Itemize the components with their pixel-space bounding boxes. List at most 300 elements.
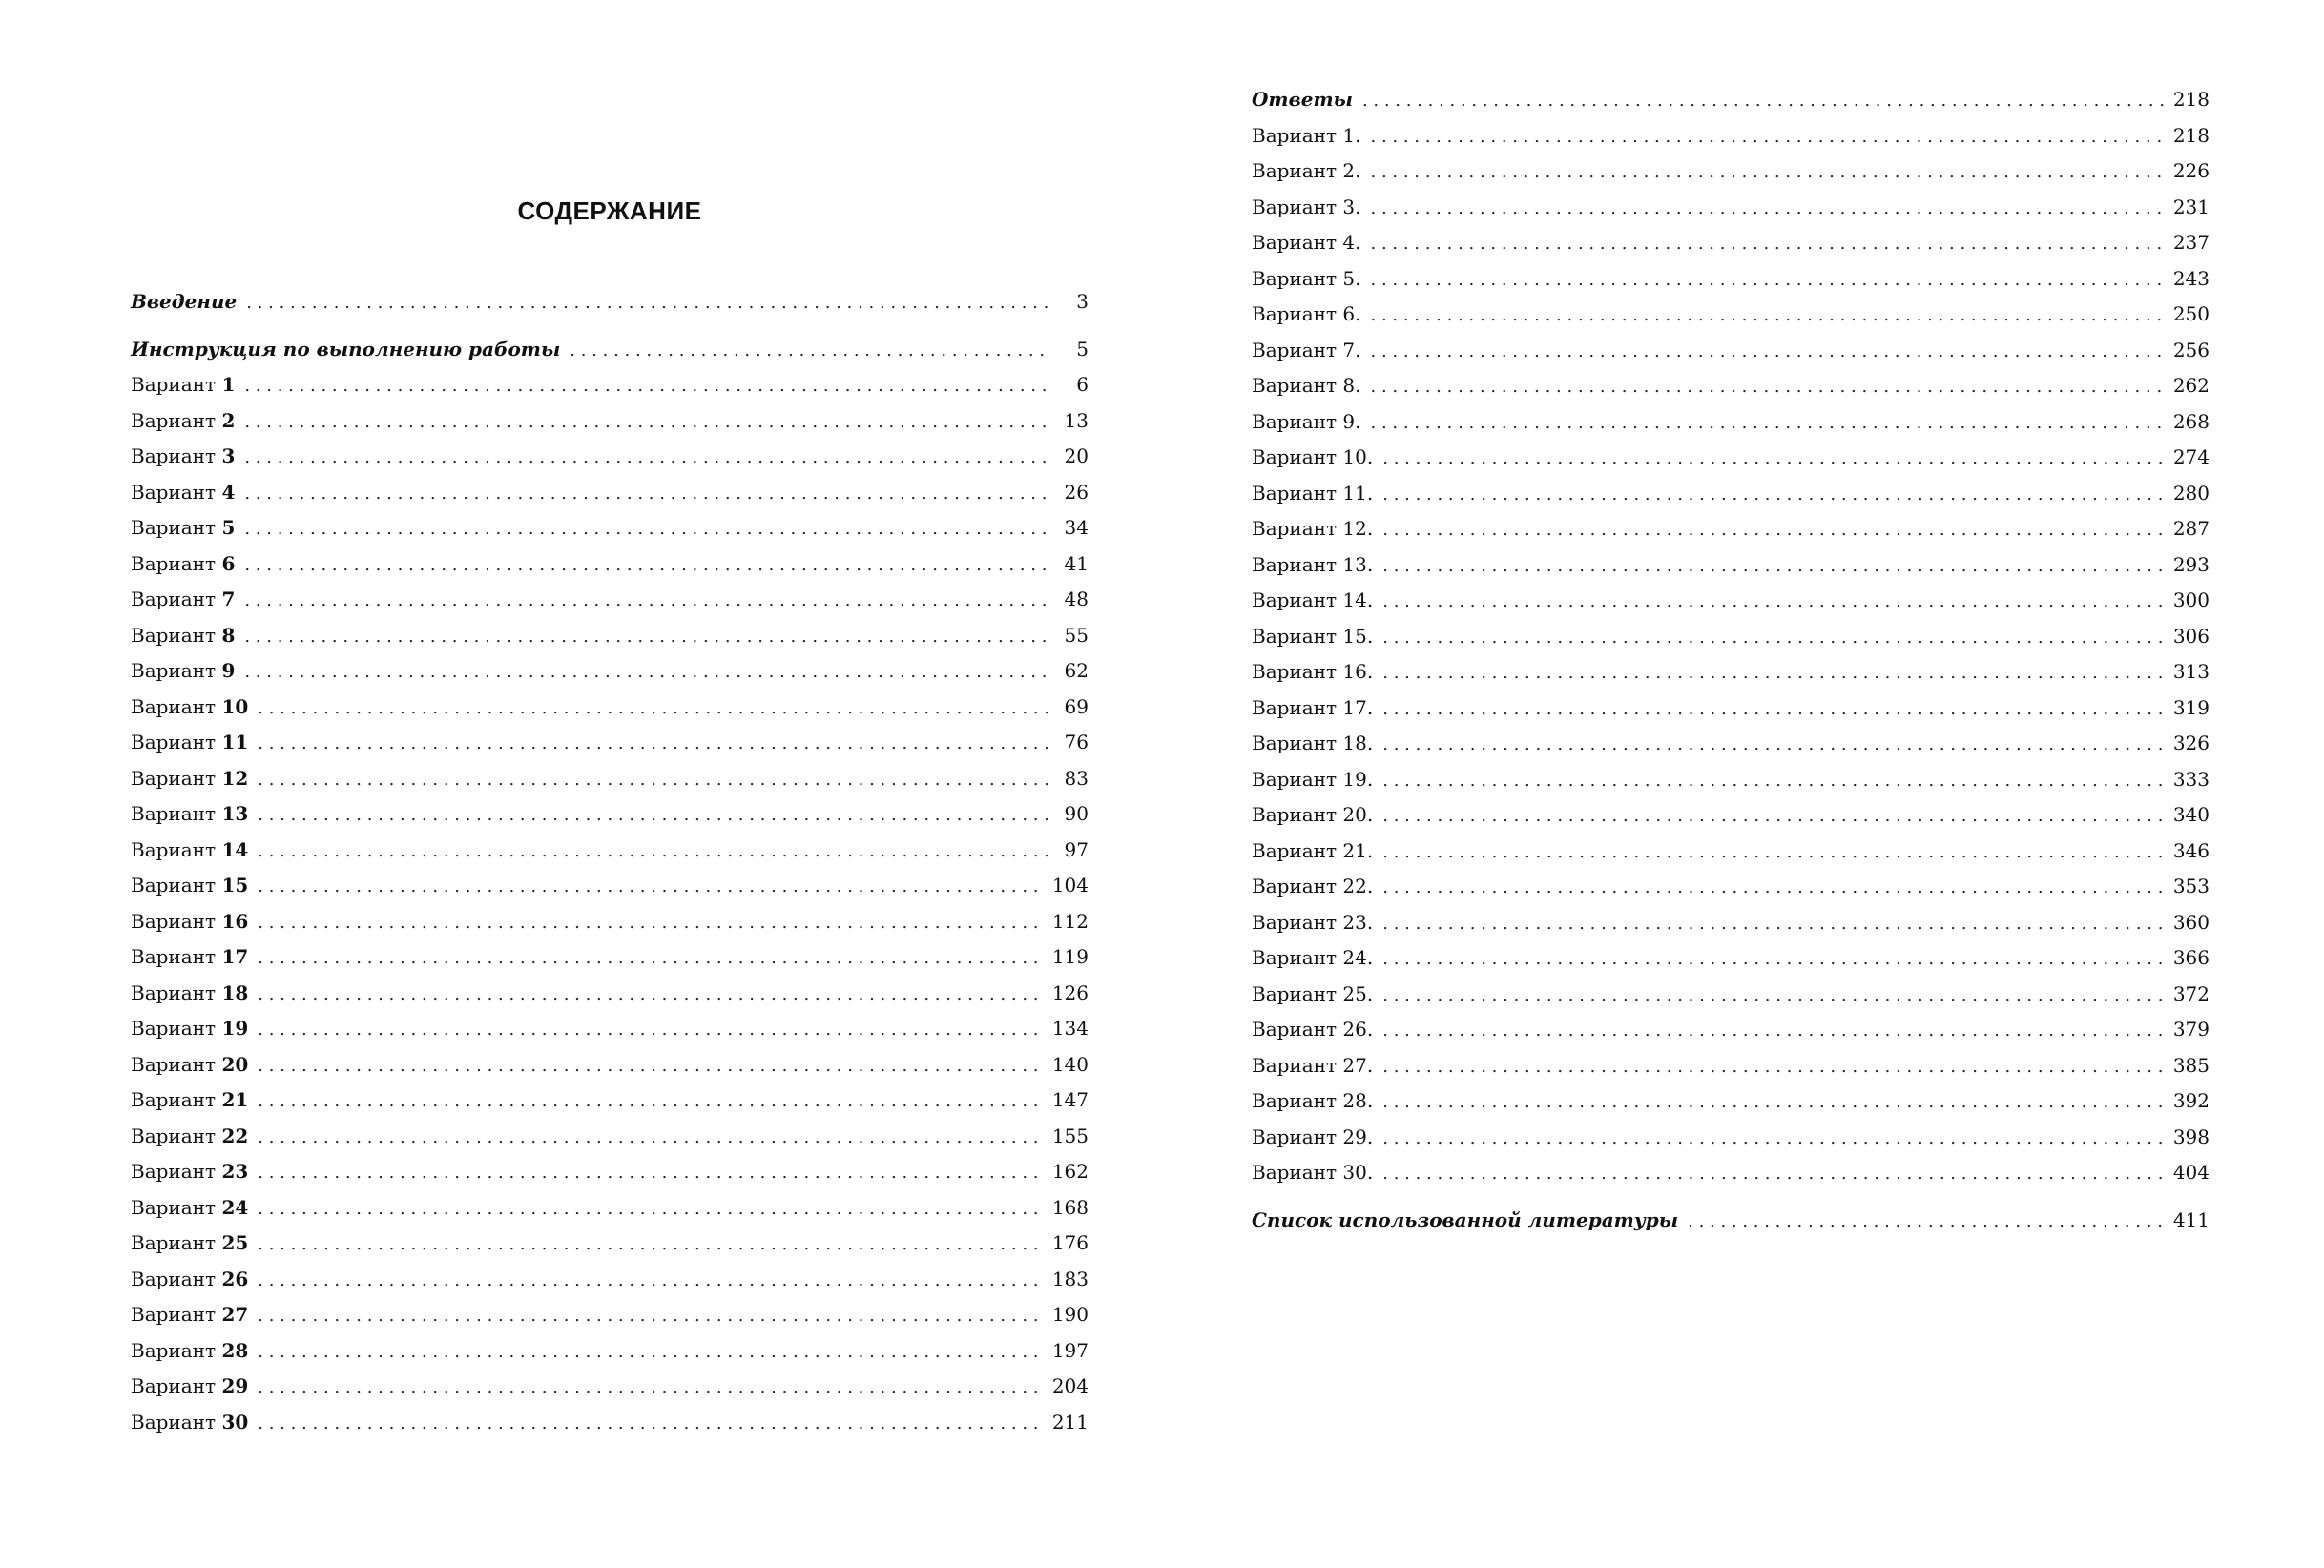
toc-entry-text: Вариант 15. xyxy=(1252,624,1374,648)
toc-entry-number: 25 xyxy=(221,1231,249,1254)
dot-leader xyxy=(1382,512,2164,548)
toc-entry-number: 27 xyxy=(221,1303,249,1326)
toc-entry-number: 24 xyxy=(221,1195,249,1219)
dot-leader xyxy=(1371,226,2164,262)
toc-entry-text: Вариант xyxy=(131,408,217,432)
toc-entry xyxy=(131,1154,1089,1190)
dot-leader xyxy=(258,1048,1043,1084)
toc-entry xyxy=(1252,404,2210,441)
toc-entry-label xyxy=(1252,547,1373,584)
toc-entry-text: Вариант xyxy=(131,802,217,825)
toc-entry xyxy=(131,725,1089,761)
toc-entry-label xyxy=(1252,1083,1373,1120)
toc-entry-number: 3 xyxy=(221,444,236,467)
toc-entry-text: Вариант 2. xyxy=(1252,159,1361,182)
toc-entry-number: 1 xyxy=(221,373,236,396)
toc-page-number: 379 xyxy=(2172,1018,2210,1041)
toc-entry-text: Вариант xyxy=(131,731,217,753)
toc-entry-number: 7 xyxy=(221,588,236,610)
toc-entry-text: Вариант xyxy=(131,551,217,575)
toc-entry xyxy=(131,439,1089,475)
toc-entry-label xyxy=(1252,511,1373,547)
dot-leader xyxy=(258,1334,1043,1371)
toc-entry xyxy=(131,1226,1089,1262)
dot-leader xyxy=(1382,655,2164,691)
toc-page-number: 313 xyxy=(2172,660,2210,683)
toc-entry-label xyxy=(131,367,235,403)
toc-entry-text: Вариант 8. xyxy=(1252,374,1361,397)
toc-page-number: 346 xyxy=(2172,838,2210,862)
toc-page-number: 366 xyxy=(2172,946,2210,969)
toc-entry-label xyxy=(1252,297,1361,333)
toc-entry xyxy=(131,1119,1089,1155)
toc-entry-text: Вариант 5. xyxy=(1252,266,1361,290)
toc-entry xyxy=(1252,1048,2210,1084)
toc-page-number: 126 xyxy=(1051,980,1089,1004)
dot-leader xyxy=(258,1191,1043,1228)
toc-entry-label xyxy=(1252,154,1361,190)
toc-entry-number: 20 xyxy=(221,1052,249,1076)
toc-entry-label xyxy=(1252,691,1373,727)
toc-entry xyxy=(1252,368,2210,404)
toc-page-number: 41 xyxy=(1064,551,1089,575)
toc-entry-label xyxy=(131,1119,248,1155)
toc-entry-label xyxy=(131,796,248,833)
toc-entry xyxy=(1252,82,2210,118)
page-title: СОДЕРЖАНИЕ xyxy=(517,196,702,225)
toc-page-number: 55 xyxy=(1064,623,1089,647)
dot-leader xyxy=(1382,763,2164,799)
toc-page-number: 319 xyxy=(2172,695,2210,719)
toc-entry xyxy=(1252,834,2210,870)
toc-entry-text: Вариант 13. xyxy=(1252,552,1374,576)
toc-entry xyxy=(1252,154,2210,190)
toc-entry xyxy=(131,1297,1089,1333)
toc-entry xyxy=(131,868,1089,904)
toc-list-right xyxy=(1252,82,2210,1238)
toc-page-number: 237 xyxy=(2172,231,2210,254)
dot-leader xyxy=(258,940,1043,977)
dot-leader xyxy=(258,1012,1043,1048)
dot-leader xyxy=(258,1263,1043,1299)
toc-entry xyxy=(1252,940,2210,977)
toc-entry-number: 26 xyxy=(221,1267,249,1290)
toc-page-number: 34 xyxy=(1064,516,1089,539)
toc-entry-text: Вариант 1. xyxy=(1252,123,1361,147)
toc-page-number: 183 xyxy=(1051,1267,1089,1290)
toc-page-number: 5 xyxy=(1076,337,1089,361)
toc-page-number: 353 xyxy=(2172,875,2210,897)
toc-entry xyxy=(1252,118,2210,155)
toc-entry-text: Вариант 6. xyxy=(1252,302,1361,325)
toc-page-number: 300 xyxy=(2172,588,2210,611)
dot-leader xyxy=(1371,155,2164,191)
toc-entry-text: Вариант xyxy=(131,766,217,790)
dot-leader xyxy=(244,368,1050,404)
toc-entry xyxy=(131,1405,1089,1441)
toc-entry-text: Вариант xyxy=(131,444,217,467)
toc-entry xyxy=(1252,261,2210,298)
toc-entry xyxy=(1252,654,2210,691)
dot-leader xyxy=(1382,906,2164,942)
toc-entry xyxy=(1252,476,2210,512)
toc-entry-label xyxy=(1252,619,1373,655)
toc-entry-label xyxy=(1252,476,1373,512)
toc-entry-label xyxy=(131,833,248,869)
dot-leader xyxy=(244,440,1050,476)
toc-entry xyxy=(131,1190,1089,1227)
toc-page-number: 76 xyxy=(1064,731,1089,753)
toc-entry-text: Вариант xyxy=(131,659,217,682)
toc-page-number: 90 xyxy=(1064,802,1089,825)
toc-entry-label xyxy=(131,510,235,547)
toc-entry xyxy=(1252,297,2210,333)
toc-entry xyxy=(1252,691,2210,727)
toc-entry xyxy=(1252,1083,2210,1120)
toc-page-number: 218 xyxy=(2172,88,2210,111)
toc-entry xyxy=(131,1369,1089,1405)
toc-entry xyxy=(1252,190,2210,226)
toc-page-number: 197 xyxy=(1051,1338,1089,1362)
dot-leader xyxy=(570,333,1050,369)
toc-entry-label xyxy=(1252,190,1361,226)
toc-entry xyxy=(131,403,1089,440)
dot-leader xyxy=(1382,1084,2164,1121)
dot-leader xyxy=(1371,119,2164,155)
toc-entry xyxy=(131,510,1089,547)
toc-page-number: 385 xyxy=(2172,1053,2210,1077)
dot-leader xyxy=(1382,1013,2164,1049)
dot-leader xyxy=(1382,620,2164,656)
toc-page-number: 140 xyxy=(1051,1052,1089,1076)
toc-entry-label xyxy=(131,1297,248,1333)
toc-entry-text: Вариант xyxy=(131,1124,217,1147)
toc-entry-number: 23 xyxy=(221,1160,249,1183)
toc-entry-number: 29 xyxy=(221,1374,249,1397)
toc-entry-label xyxy=(131,725,248,761)
toc-entry xyxy=(131,582,1089,618)
toc-entry xyxy=(131,690,1089,726)
toc-entry xyxy=(131,796,1089,833)
toc-entry-text: Вариант 16. xyxy=(1252,660,1374,683)
toc-page-number: 340 xyxy=(2172,803,2210,826)
toc-entry xyxy=(1252,1012,2210,1048)
toc-entry-text: Вариант 27. xyxy=(1252,1053,1374,1077)
toc-entry xyxy=(1252,797,2210,834)
toc-entry-text: Вариант 28. xyxy=(1252,1089,1374,1112)
toc-page-number: 274 xyxy=(2172,445,2210,468)
dot-leader xyxy=(244,547,1050,584)
toc-entry-label xyxy=(1252,940,1373,977)
toc-entry xyxy=(131,1262,1089,1298)
dot-leader xyxy=(258,1155,1043,1191)
toc-entry-text: Вариант 20. xyxy=(1252,803,1374,826)
toc-entry-text: Вариант xyxy=(131,1160,217,1183)
toc-entry-label xyxy=(1252,1203,1678,1239)
toc-entry-label xyxy=(131,1083,248,1119)
toc-entry-label xyxy=(131,939,248,976)
toc-entry xyxy=(131,833,1089,869)
dot-leader xyxy=(1382,691,2164,728)
toc-entry-text: Вариант 26. xyxy=(1252,1018,1374,1041)
toc-page-number: 280 xyxy=(2172,481,2210,505)
dot-leader xyxy=(258,1227,1043,1263)
dot-leader xyxy=(244,511,1050,547)
toc-entry-text: Вариант 7. xyxy=(1252,338,1361,361)
toc-page-number: 3 xyxy=(1076,290,1089,313)
toc-entry-text: Ответы xyxy=(1252,88,1353,111)
toc-entry-text: Вариант xyxy=(131,909,217,933)
toc-entry-label xyxy=(1252,1048,1373,1084)
toc-entry-text: Список использованной литературы xyxy=(1252,1207,1679,1231)
toc-entry-number: 11 xyxy=(221,731,249,753)
toc-entry-text: Вариант xyxy=(131,837,217,861)
toc-entry xyxy=(131,1011,1089,1047)
dot-leader xyxy=(1382,1156,2164,1192)
toc-page-number: 168 xyxy=(1051,1195,1089,1219)
toc-entry-text: Вариант 4. xyxy=(1252,231,1361,254)
toc-entry-number: 8 xyxy=(221,623,236,647)
dot-leader xyxy=(1382,1121,2164,1157)
toc-entry-label xyxy=(131,582,235,618)
toc-page-number: 112 xyxy=(1051,909,1089,933)
toc-entry-number: 19 xyxy=(221,1017,249,1040)
toc-entry-label xyxy=(131,547,235,583)
toc-entry xyxy=(1252,1203,2210,1239)
dot-leader xyxy=(1382,584,2164,620)
toc-entry-number: 28 xyxy=(221,1338,249,1362)
toc-entry-label xyxy=(131,1405,248,1441)
toc-entry xyxy=(131,367,1089,403)
toc-entry-number: 12 xyxy=(221,766,249,790)
toc-entry xyxy=(131,332,1089,368)
dot-leader xyxy=(1688,1204,2164,1240)
toc-entry-label xyxy=(1252,1120,1373,1156)
toc-page-number: 69 xyxy=(1064,694,1089,718)
dot-leader xyxy=(258,762,1050,798)
dot-leader xyxy=(1382,727,2164,763)
toc-entry xyxy=(1252,225,2210,261)
toc-page-number: 243 xyxy=(2172,266,2210,290)
toc-entry-label xyxy=(1252,583,1373,619)
toc-entry-label xyxy=(131,690,248,726)
toc-entry-label xyxy=(1252,261,1361,298)
dot-leader xyxy=(258,1298,1043,1334)
dot-leader xyxy=(1371,369,2164,405)
toc-entry-text: Вариант 25. xyxy=(1252,981,1374,1005)
dot-leader xyxy=(1371,334,2164,370)
dot-leader xyxy=(1371,191,2164,227)
toc-page-number: 218 xyxy=(2172,123,2210,147)
toc-entry-number: 10 xyxy=(221,694,249,718)
toc-entry-text: Вариант 17. xyxy=(1252,695,1374,719)
dot-leader xyxy=(258,1120,1043,1156)
toc-entry xyxy=(1252,333,2210,369)
toc-entry xyxy=(1252,440,2210,476)
dot-leader xyxy=(258,1083,1043,1120)
toc-entry xyxy=(131,976,1089,1012)
toc-entry-label xyxy=(131,475,235,511)
toc-entry-label xyxy=(1252,1012,1373,1048)
toc-page-number: 162 xyxy=(1051,1160,1089,1183)
toc-entry-label xyxy=(1252,1155,1373,1191)
toc-entry-label xyxy=(1252,440,1373,476)
toc-entry-text: Вариант xyxy=(131,1267,217,1290)
toc-page-number: 134 xyxy=(1051,1017,1089,1040)
toc-entry-text: Вариант xyxy=(131,1088,217,1111)
toc-page-number: 226 xyxy=(2172,159,2210,182)
toc-entry xyxy=(131,1047,1089,1083)
toc-page-number: 372 xyxy=(2172,981,2210,1005)
toc-entry-label xyxy=(1252,333,1361,369)
dot-leader xyxy=(244,583,1050,619)
toc-entry xyxy=(1252,547,2210,584)
dot-leader xyxy=(258,869,1043,905)
toc-entry-text: Вариант xyxy=(131,623,217,647)
toc-entry-text: Вариант xyxy=(131,1374,217,1397)
toc-entry xyxy=(131,1333,1089,1370)
toc-entry-label xyxy=(131,904,248,940)
toc-page-number: 97 xyxy=(1064,837,1089,861)
toc-entry-label xyxy=(131,332,560,368)
toc-entry-text: Вариант xyxy=(131,1052,217,1076)
toc-entry-text: Вариант 21. xyxy=(1252,838,1374,862)
toc-entry-label xyxy=(1252,797,1373,834)
toc-page-number: 204 xyxy=(1051,1374,1089,1397)
toc-page-number: 287 xyxy=(2172,517,2210,540)
toc-entry-label xyxy=(1252,368,1361,404)
toc-entry-text: Вариант xyxy=(131,373,217,396)
toc-page-number: 306 xyxy=(2172,624,2210,648)
toc-entry-number: 17 xyxy=(221,945,249,968)
toc-page-number: 262 xyxy=(2172,374,2210,397)
toc-entry-label xyxy=(131,284,237,320)
toc-entry-label xyxy=(1252,977,1373,1013)
dot-leader xyxy=(258,726,1050,762)
toc-entry-label xyxy=(131,439,235,475)
toc-list-left xyxy=(131,284,1089,1440)
toc-entry-text: Вариант xyxy=(131,1410,217,1434)
toc-page-number: 326 xyxy=(2172,732,2210,754)
toc-entry xyxy=(131,284,1089,320)
dot-leader xyxy=(258,834,1050,870)
toc-entry-text: Вариант xyxy=(131,874,217,897)
toc-entry-text: Вариант xyxy=(131,1303,217,1326)
toc-entry-label xyxy=(131,868,248,904)
toc-entry-label xyxy=(131,1011,248,1047)
toc-entry xyxy=(1252,619,2210,655)
toc-page-number: 155 xyxy=(1051,1124,1089,1147)
toc-entry xyxy=(1252,511,2210,547)
toc-entry-number: 15 xyxy=(221,874,249,897)
toc-page-number: 256 xyxy=(2172,338,2210,361)
dot-leader xyxy=(1371,262,2164,299)
toc-entry-label xyxy=(131,1333,248,1370)
toc-page-number: 398 xyxy=(2172,1124,2210,1148)
toc-entry-number: 14 xyxy=(221,837,249,861)
toc-entry-label xyxy=(131,618,235,654)
dot-leader xyxy=(1371,405,2164,442)
toc-entry-number: 30 xyxy=(221,1410,249,1434)
toc-entry xyxy=(1252,762,2210,798)
dot-leader xyxy=(1382,870,2164,906)
toc-entry xyxy=(1252,905,2210,941)
toc-entry-label xyxy=(131,1190,248,1227)
toc-entry-text: Вариант xyxy=(131,945,217,968)
toc-entry-number: 6 xyxy=(221,551,236,575)
toc-entry-text: Вариант 12. xyxy=(1252,517,1374,540)
dot-leader xyxy=(258,691,1050,727)
dot-leader xyxy=(258,1406,1043,1442)
toc-entry-number: 22 xyxy=(221,1124,249,1147)
toc-entry-text: Вариант 23. xyxy=(1252,910,1374,934)
toc-entry-text: Вариант xyxy=(131,480,217,504)
toc-entry-text: Вариант 11. xyxy=(1252,481,1374,505)
toc-entry-text: Вариант xyxy=(131,1338,217,1362)
toc-entry-label xyxy=(131,403,235,440)
toc-page-number: 211 xyxy=(1051,1410,1089,1434)
dot-leader xyxy=(244,654,1050,691)
toc-entry-label xyxy=(131,653,235,690)
toc-entry xyxy=(1252,583,2210,619)
toc-entry-label xyxy=(131,1226,248,1262)
toc-page-number: 190 xyxy=(1051,1303,1089,1326)
dot-leader xyxy=(244,619,1050,655)
dot-leader xyxy=(1382,978,2164,1014)
toc-entry-text: Вариант 3. xyxy=(1252,195,1361,218)
toc-entry-number: 18 xyxy=(221,980,249,1004)
toc-entry-text: Вариант 19. xyxy=(1252,767,1374,791)
dot-leader xyxy=(258,1370,1043,1406)
toc-page-number: 411 xyxy=(2172,1207,2210,1231)
toc-page-number: 176 xyxy=(1051,1231,1089,1254)
toc-entry-label xyxy=(131,976,248,1012)
toc-entry xyxy=(131,618,1089,654)
toc-entry-text: Вариант 22. xyxy=(1252,875,1374,897)
toc-page-number: 48 xyxy=(1064,588,1089,610)
toc-entry-label xyxy=(131,1369,248,1405)
toc-entry-text: Введение xyxy=(131,290,238,313)
toc-entry xyxy=(1252,1120,2210,1156)
toc-entry xyxy=(131,475,1089,511)
toc-page-number: 360 xyxy=(2172,910,2210,934)
toc-entry-text: Вариант xyxy=(131,980,217,1004)
toc-entry-text: Вариант 18. xyxy=(1252,732,1374,754)
toc-page-number: 392 xyxy=(2172,1089,2210,1112)
toc-page-number: 20 xyxy=(1064,444,1089,467)
toc-entry-label xyxy=(131,1154,248,1190)
toc-entry-label xyxy=(131,1047,248,1083)
toc-entry-text: Вариант xyxy=(131,516,217,539)
toc-entry xyxy=(1252,869,2210,905)
toc-page-number: 104 xyxy=(1051,874,1089,897)
toc-page-number: 147 xyxy=(1051,1088,1089,1111)
toc-entry xyxy=(131,904,1089,940)
toc-entry xyxy=(1252,726,2210,762)
toc-entry xyxy=(131,547,1089,583)
dot-leader xyxy=(1382,548,2164,585)
dot-leader xyxy=(258,797,1050,834)
toc-entry-label xyxy=(1252,869,1373,905)
dot-leader xyxy=(1382,1049,2164,1085)
toc-entry-number: 13 xyxy=(221,802,249,825)
dot-leader xyxy=(1362,83,2164,119)
toc-entry-text: Вариант 14. xyxy=(1252,588,1374,611)
toc-entry-text: Вариант 24. xyxy=(1252,946,1374,969)
toc-entry-text: Инструкция по выполнению работы xyxy=(131,337,561,361)
toc-page-number: 26 xyxy=(1064,480,1089,504)
toc-entry-text: Вариант 9. xyxy=(1252,409,1361,433)
